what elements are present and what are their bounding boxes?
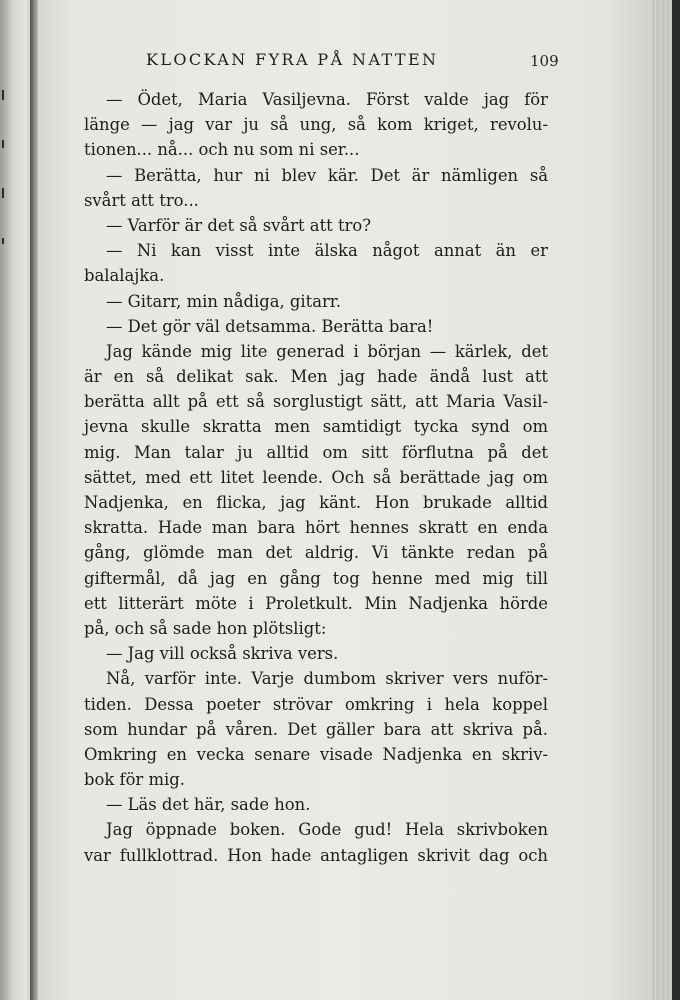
text-line: — Berätta, hur ni blev kär. Det är nämligen så xyxy=(106,165,548,185)
text-line: giftermål, då jag en gång tog henne med mig till xyxy=(84,568,548,588)
text-line: tiden. Dessa poeter strövar omkring i hela koppel xyxy=(84,694,548,714)
text-line: jevna skulle skratta men samtidigt tycka synd om xyxy=(84,417,548,437)
text-line: — Gitarr, min nådiga, gitarr. xyxy=(106,291,342,311)
text-line: berätta allt på ett så sorglustigt sätt, att Maria Vasil- xyxy=(84,392,548,412)
text-line: tionen... nå... och nu som ni ser... xyxy=(84,140,360,160)
text-line: mig. Man talar ju alltid om sitt förflutna på det xyxy=(84,442,548,462)
text-line: svårt att tro... xyxy=(84,190,199,210)
previous-page-edge xyxy=(0,0,34,1000)
text-line: som hundar på våren. Det gäller bara att skriva på. xyxy=(84,719,548,739)
text-line: Nadjenka, en flicka, jag känt. Hon brukade alltid xyxy=(84,493,548,512)
running-title: KLOCKAN FYRA PÅ NATTEN xyxy=(146,50,439,69)
text-line: — Jag vill också skriva vers. xyxy=(106,644,339,664)
text-line: var fullklottrad. Hon hade antagligen skrivit dag och xyxy=(84,845,548,865)
text-line: Nå, varför inte. Varje dumbom skriver vers nuför- xyxy=(106,669,548,689)
text-line: sättet, med ett litet leende. Och så berättade jag om xyxy=(84,467,548,487)
text-line: är en så delikat sak. Men jag hade ändå lust att xyxy=(84,367,548,387)
previous-page-text-fragments xyxy=(2,90,12,284)
text-line: Jag kände mig lite generad i början — kärlek, det xyxy=(106,341,548,361)
page-header xyxy=(146,50,566,74)
text-line: bok för mig. xyxy=(84,770,185,790)
text-line: på, och så sade hon plötsligt: xyxy=(84,618,327,638)
page-number: 109 xyxy=(530,52,559,70)
text-line: länge — jag var ju så ung, så kom kriget, revolu- xyxy=(84,115,548,135)
body-text xyxy=(84,87,548,868)
text-line: balalajka. xyxy=(84,266,165,286)
text-line: — Ni kan visst inte älska något annat än er xyxy=(106,241,548,261)
text-line: ett litterärt möte i Proletkult. Min Nadjenka hörde xyxy=(84,593,548,613)
text-line: — Ödet, Maria Vasiljevna. Först valde jag för xyxy=(106,90,548,109)
text-line: — Det gör väl detsamma. Berätta bara! xyxy=(106,316,434,336)
page-stack-edge xyxy=(652,0,680,1000)
text-line: Omkring en vecka senare visade Nadjenka en skriv- xyxy=(84,744,548,764)
text-line: gång, glömde man det aldrig. Vi tänkte redan på xyxy=(84,543,548,563)
text-line: Jag öppnade boken. Gode gud! Hela skrivboken xyxy=(106,820,548,840)
text-line: — Varför är det så svårt att tro? xyxy=(106,215,372,235)
text-line: skratta. Hade man bara hört hennes skratt en enda xyxy=(84,518,548,538)
text-line: — Läs det här, sade hon. xyxy=(106,795,311,815)
